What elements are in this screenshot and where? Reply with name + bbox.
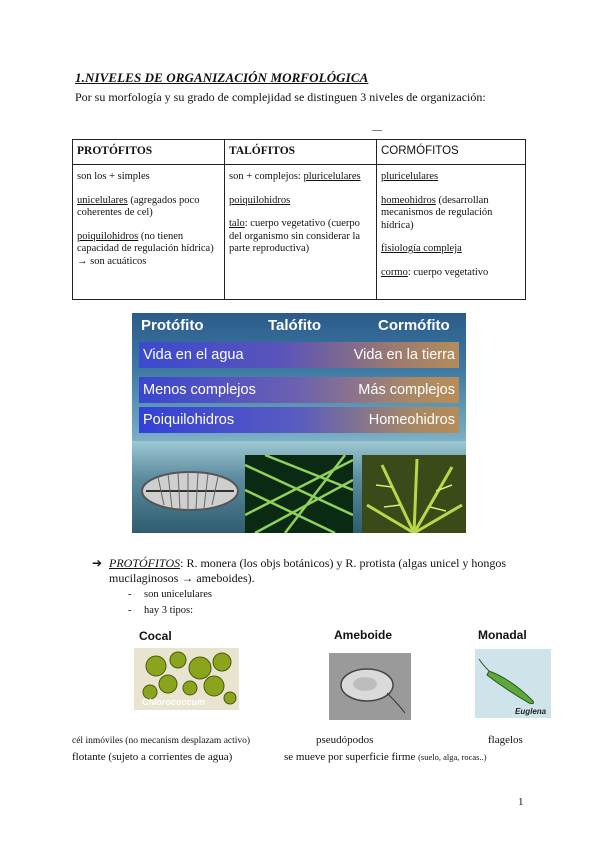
euglena-image [475,649,551,718]
cell-protofitos [73,165,225,300]
banner-header-protofito: Protófito [141,317,204,334]
caption-pseudopods: pseudópodos [316,734,374,746]
chlorococcum-label: Chlorococcum [142,697,206,707]
caption-flagella: flagelos [488,734,523,746]
page-title: 1.NIVELES DE ORGANIZACIÓN MORFOLÓGICA [75,70,369,85]
chlorococcum-image [134,648,239,710]
label-monadal: Monadal [478,628,527,642]
protofitos-line-2: unicelulares (agregados poco coherentes de cel) [77,194,200,218]
levels-table [72,139,526,300]
protofitos-line-3: poiquilohidros (no tienen capacidad de regulación hídrica) → son acuáticos [77,230,214,267]
cormofitos-line-1: pluricelulares [381,171,439,182]
header-protofitos: PROTÓFITOS [73,140,225,165]
caption-moves-surface: se mueve por superficie firme (suelo, alga, rocas..) [284,751,487,763]
talofitos-line-2: poiquilohidros [229,194,291,206]
cell-cormofitos [377,165,526,300]
talofitos-line-1: son + complejos: pluricelulares [229,171,361,182]
arrow-icon: ➔ [92,556,103,570]
caption-floating: flotante (sujeto a corrientes de agua) [72,751,233,763]
diatom-image [138,461,242,521]
page-number: 1 [518,796,524,808]
banner-row-hydric: Poiquilohidros Homeohidros [139,407,459,433]
protofitos-line-1: son los + simples [77,171,150,182]
euglena-label: Euglena [515,707,547,716]
header-cormofitos: CORMÓFITOS [377,140,526,165]
algae-image [245,455,353,533]
label-cocal: Cocal [139,629,172,643]
bullet-text: PROTÓFITOS: R. monera (los objs botánicos) y R. protista (algas unicel y hongos mucilaginosos → ameboides). [109,556,507,585]
cell-talofitos [225,165,377,300]
cormofitos-line-4: cormo: cuerpo vegetativo [381,266,489,278]
label-ameboide: Ameboide [334,628,393,642]
cormofitos-line-2: homeohidros (desarrollan mecanismos de regulación hídrica) [381,194,493,231]
fern-image [362,455,466,533]
intro-text: Por su morfología y su grado de complejidad se distinguen 3 niveles de organización: [75,90,486,104]
header-talofitos: TALÓFITOS [225,140,377,165]
dash-mark: __ [372,121,382,132]
banner-header-cormofito: Cormófito [378,317,450,334]
banner-header-talofito: Talófito [268,317,322,334]
talofitos-line-3: talo: cuerpo vegetativo (cuerpo del organismo sin considerar la parte reproductiva) [229,218,361,254]
cormofitos-line-3: fisiología compleja [381,243,462,254]
comparison-banner [132,313,466,533]
banner-row-complexity: Menos complejos Más complejos [139,377,459,403]
banner-row-habitat: Vida en el agua Vida en la tierra [139,342,459,368]
ameba-image [329,653,411,720]
caption-immobile: cél inmóviles (no mecanism desplazam activo) [72,736,251,746]
